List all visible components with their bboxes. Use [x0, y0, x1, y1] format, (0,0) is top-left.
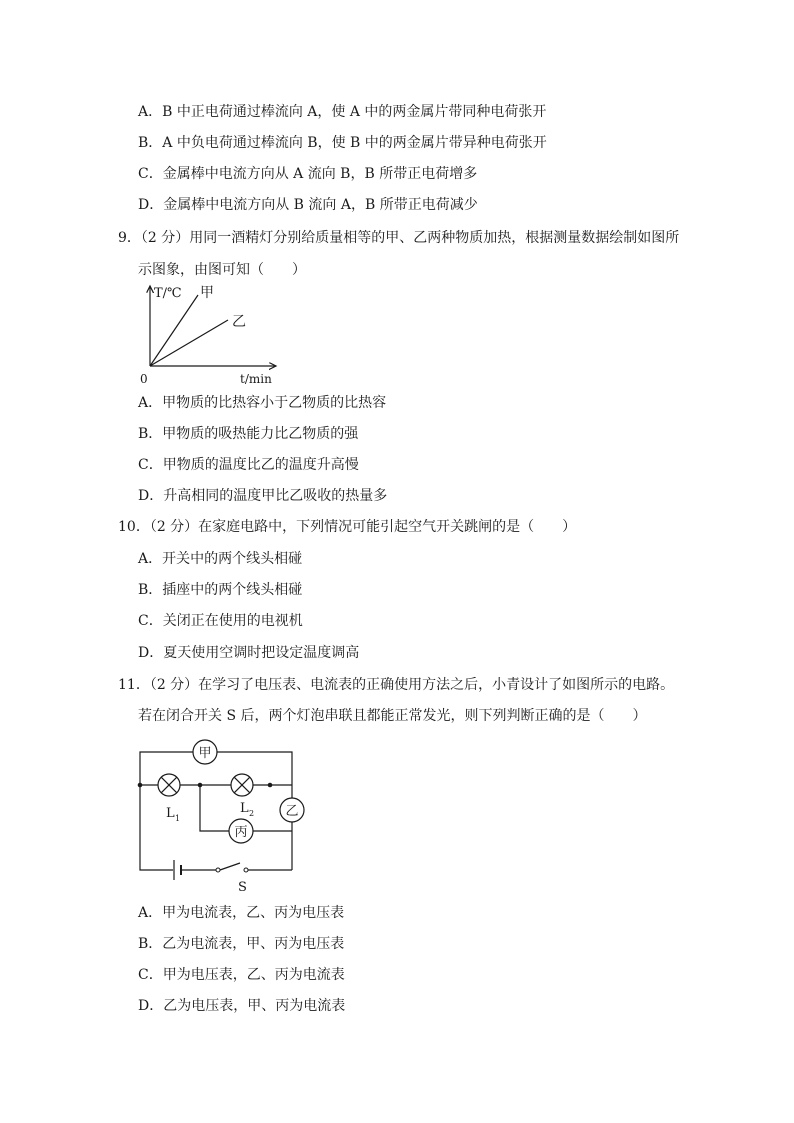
- junction-dot: [268, 783, 273, 788]
- q9-option-c: C．甲物质的温度比乙的温度升高慢: [138, 457, 359, 473]
- q9-option-b: B．甲物质的吸热能力比乙物质的强: [138, 426, 359, 442]
- lamp-l1-label: L: [166, 806, 175, 821]
- lamp-l1: [158, 774, 180, 796]
- q10-stem: 10．（2 分）在家庭电路中，下列情况可能引起空气开关跳闸的是（ ）: [118, 519, 577, 535]
- q9-stem-line1: 9．（2 分）用同一酒精灯分别给质量相等的甲、乙两种物质加热，根据测量数据绘制如图所: [118, 230, 680, 246]
- q11-option-b: B．乙为电流表，甲、丙为电压表: [138, 936, 345, 952]
- q11-stem-line1: 11．（2 分）在学习了电压表、电流表的正确使用方法之后，小青设计了如图所示的电路。: [118, 677, 675, 693]
- q9-stem-line2: 示图象，由图可知（ ）: [138, 262, 306, 278]
- q9-temperature-graph: [132, 280, 282, 390]
- q9-option-a: A．甲物质的比热容小于乙物质的比热容: [138, 395, 387, 411]
- meter-jia: [193, 740, 217, 764]
- q10-option-a: A．开关中的两个线头相碰: [138, 551, 303, 567]
- meter-bing: [229, 819, 253, 843]
- q9-line-yi: [150, 320, 228, 366]
- meter-jia-label: 甲: [198, 746, 212, 761]
- q11-stem-line2: 若在闭合开关 S 后，两个灯泡串联且都能正常发光，则下列判断正确的是（ ）: [138, 708, 647, 724]
- meter-bing-label: 丙: [234, 825, 248, 840]
- junction-dot: [138, 783, 143, 788]
- q8-option-b: B．A 中负电荷通过棒流向 B，使 B 中的两金属片带异种电荷张开: [138, 135, 547, 151]
- q9-y-label: T/℃: [154, 286, 182, 301]
- q8-option-c: C．金属棒中电流方向从 A 流向 B，B 所带正电荷增多: [138, 166, 478, 182]
- q9-option-d: D．升高相同的温度甲比乙吸收的热量多: [138, 488, 388, 504]
- switch-pivot: [216, 868, 220, 872]
- q11-option-a: A．甲为电流表，乙、丙为电压表: [138, 905, 345, 921]
- q9-line-jia: [150, 295, 198, 366]
- junction-dot: [198, 783, 203, 788]
- lamp-l1-subscript: 1: [175, 814, 181, 823]
- q11-circuit-diagram: [128, 735, 318, 895]
- meter-yi: [280, 798, 304, 822]
- lamp-l2-label: L: [240, 801, 249, 816]
- q9-x-label: t/min: [240, 372, 272, 386]
- q8-option-a: A．B 中正电荷通过棒流向 A，使 A 中的两金属片带同种电荷张开: [138, 104, 547, 120]
- switch-label: S: [238, 880, 247, 895]
- q11-option-c: C．甲为电压表，乙、丙为电流表: [138, 967, 345, 983]
- q10-option-b: B．插座中的两个线头相碰: [138, 582, 303, 598]
- q11-option-d: D．乙为电压表，甲、丙为电流表: [138, 998, 346, 1014]
- meter-yi-label: 乙: [285, 804, 299, 819]
- q9-origin-label: 0: [140, 372, 148, 386]
- q9-line-jia-label: 甲: [200, 285, 214, 301]
- switch-contact: [244, 868, 248, 872]
- q9-line-yi-label: 乙: [232, 314, 246, 330]
- q8-option-d: D．金属棒中电流方向从 B 流向 A，B 所带正电荷减少: [138, 197, 478, 213]
- q10-option-c: C．关闭正在使用的电视机: [138, 613, 303, 629]
- lamp-l2-subscript: 2: [249, 809, 255, 818]
- lamp-l2: [231, 774, 253, 796]
- q10-option-d: D．夏天使用空调时把设定温度调高: [138, 645, 360, 661]
